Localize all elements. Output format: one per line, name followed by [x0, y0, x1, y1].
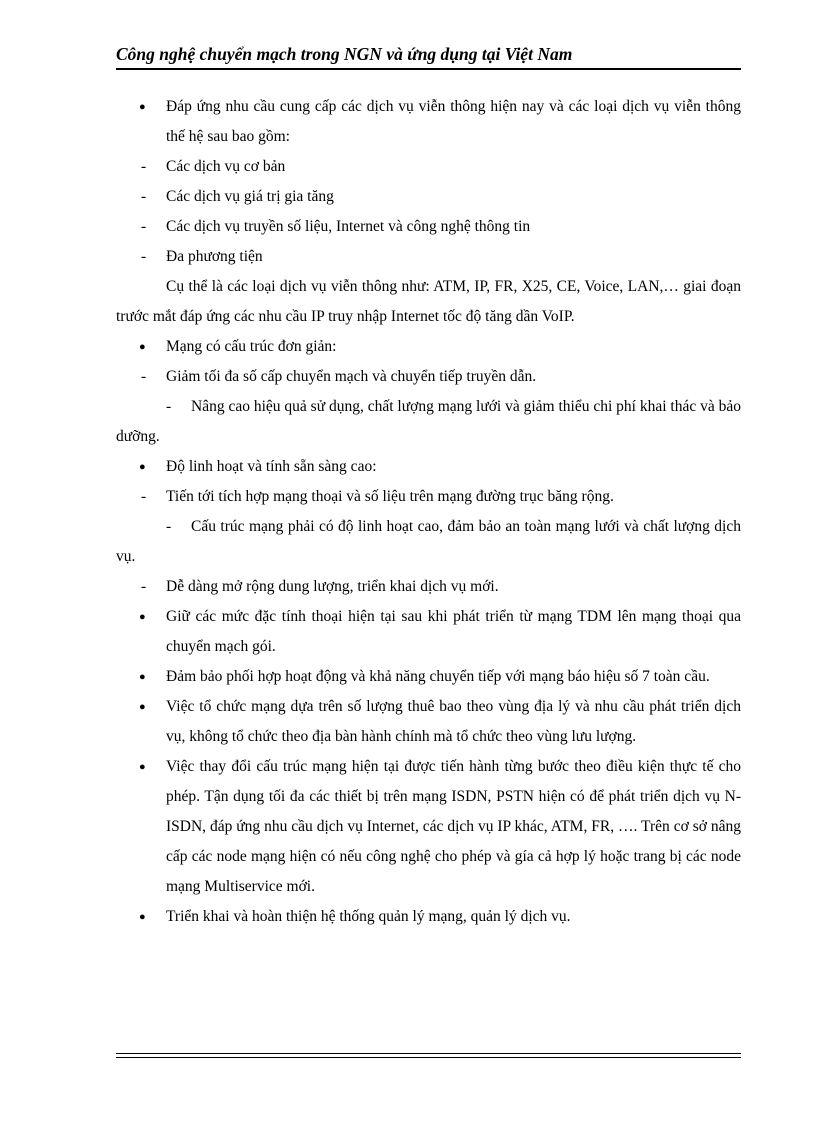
bullet-item: ● Việc thay đổi cấu trúc mạng hiện tại được tiến hành từng bước theo điều kiện thực tế cho phép. Tận dụng tối đa các thiết bị trên mạng ISDN, PSTN hiện có để phát triển dịch vụ N-ISDN, đáp ứng nhu cầu dịch vụ Internet, các dịch vụ IP khác, ATM, FR, …. Trên cơ sở nâng cấp các node mạng hiện có nếu công nghệ cho phép và gía cả hợp lý hoặc trang bị các node mạng Multiservice mới. [116, 752, 741, 902]
dash-text: Các dịch vụ truyền số liệu, Internet và công nghệ thông tin [166, 218, 531, 235]
footer-divider [116, 1053, 741, 1058]
dash-item [116, 182, 741, 212]
dash-mark: - [141, 158, 147, 175]
dash-mark: - [141, 488, 147, 505]
dash-item [116, 482, 741, 512]
dash-text: Đa phương tiện [166, 248, 263, 265]
dash-mark: - [141, 218, 147, 235]
dash-item [116, 152, 741, 182]
dash-text: Tiến tới tích hợp mạng thoại và số liệu trên mạng đường trục băng rộng. [166, 488, 614, 505]
bullet-item: ● Đáp ứng nhu cầu cung cấp các dịch vụ viễn thông hiện nay và các loại dịch vụ viễn thông thế hệ sau bao gồm: [116, 92, 741, 152]
bullet-item: ● Đảm bảo phối hợp hoạt động và khả năng chuyển tiếp với mạng báo hiệu số 7 toàn cầu. [116, 662, 741, 692]
dash-item [116, 572, 741, 602]
dash-text: Cấu trúc mạng phải có độ linh hoạt cao, đảm bảo an toàn mạng lưới và chất lượng dịch vụ. [116, 518, 741, 565]
dash-mark: - [166, 398, 172, 415]
dash-item [116, 212, 741, 242]
dash-mark: - [166, 518, 172, 535]
dash-mark: - [141, 368, 147, 385]
dash-text: Các dịch vụ cơ bản [166, 158, 286, 175]
dash-item-wrapped [116, 392, 741, 452]
dash-item-wrapped [116, 512, 741, 572]
dash-item [116, 242, 741, 272]
dash-text: Nâng cao hiệu quả sử dụng, chất lượng mạng lưới và giảm thiểu chi phí khai thác và bảo dưỡng. [116, 398, 741, 445]
dash-text: Giảm tối đa số cấp chuyển mạch và chuyển tiếp truyền dẫn. [166, 368, 537, 385]
bullet-item: ● Độ linh hoạt và tính sẵn sàng cao: [116, 452, 741, 482]
dash-text: Dễ dàng mở rộng dung lượng, triển khai dịch vụ mới. [166, 578, 499, 595]
bullet-item: ● Giữ các mức đặc tính thoại hiện tại sau khi phát triển từ mạng TDM lên mạng thoại qua chuyển mạch gói. [116, 602, 741, 662]
bullet-item: ● Mạng có cấu trúc đơn giản: [116, 332, 741, 362]
page-header-title: Công nghệ chuyển mạch trong NGN và ứng dụng tại Việt Nam [116, 44, 573, 64]
header-divider [116, 68, 741, 70]
dash-item [116, 362, 741, 392]
document-body [116, 92, 741, 932]
bullet-item: ● Việc tổ chức mạng dựa trên số lượng thuê bao theo vùng địa lý và nhu cầu phát triển dịch vụ, không tổ chức theo địa bàn hành chính mà tổ chức theo vùng lưu lượng. [116, 692, 741, 752]
dash-text: Các dịch vụ giá trị gia tăng [166, 188, 334, 205]
dash-mark: - [141, 188, 147, 205]
bullet-item: ● Triển khai và hoàn thiện hệ thống quản lý mạng, quản lý dịch vụ. [116, 902, 741, 932]
dash-mark: - [141, 248, 147, 265]
paragraph: Cụ thể là các loại dịch vụ viễn thông như: ATM, IP, FR, X25, CE, Voice, LAN,… giai đoạn trước mắt đáp ứng các nhu cầu IP truy nhập Internet tốc độ tăng dần VoIP. [116, 278, 741, 325]
dash-mark: - [141, 578, 147, 595]
